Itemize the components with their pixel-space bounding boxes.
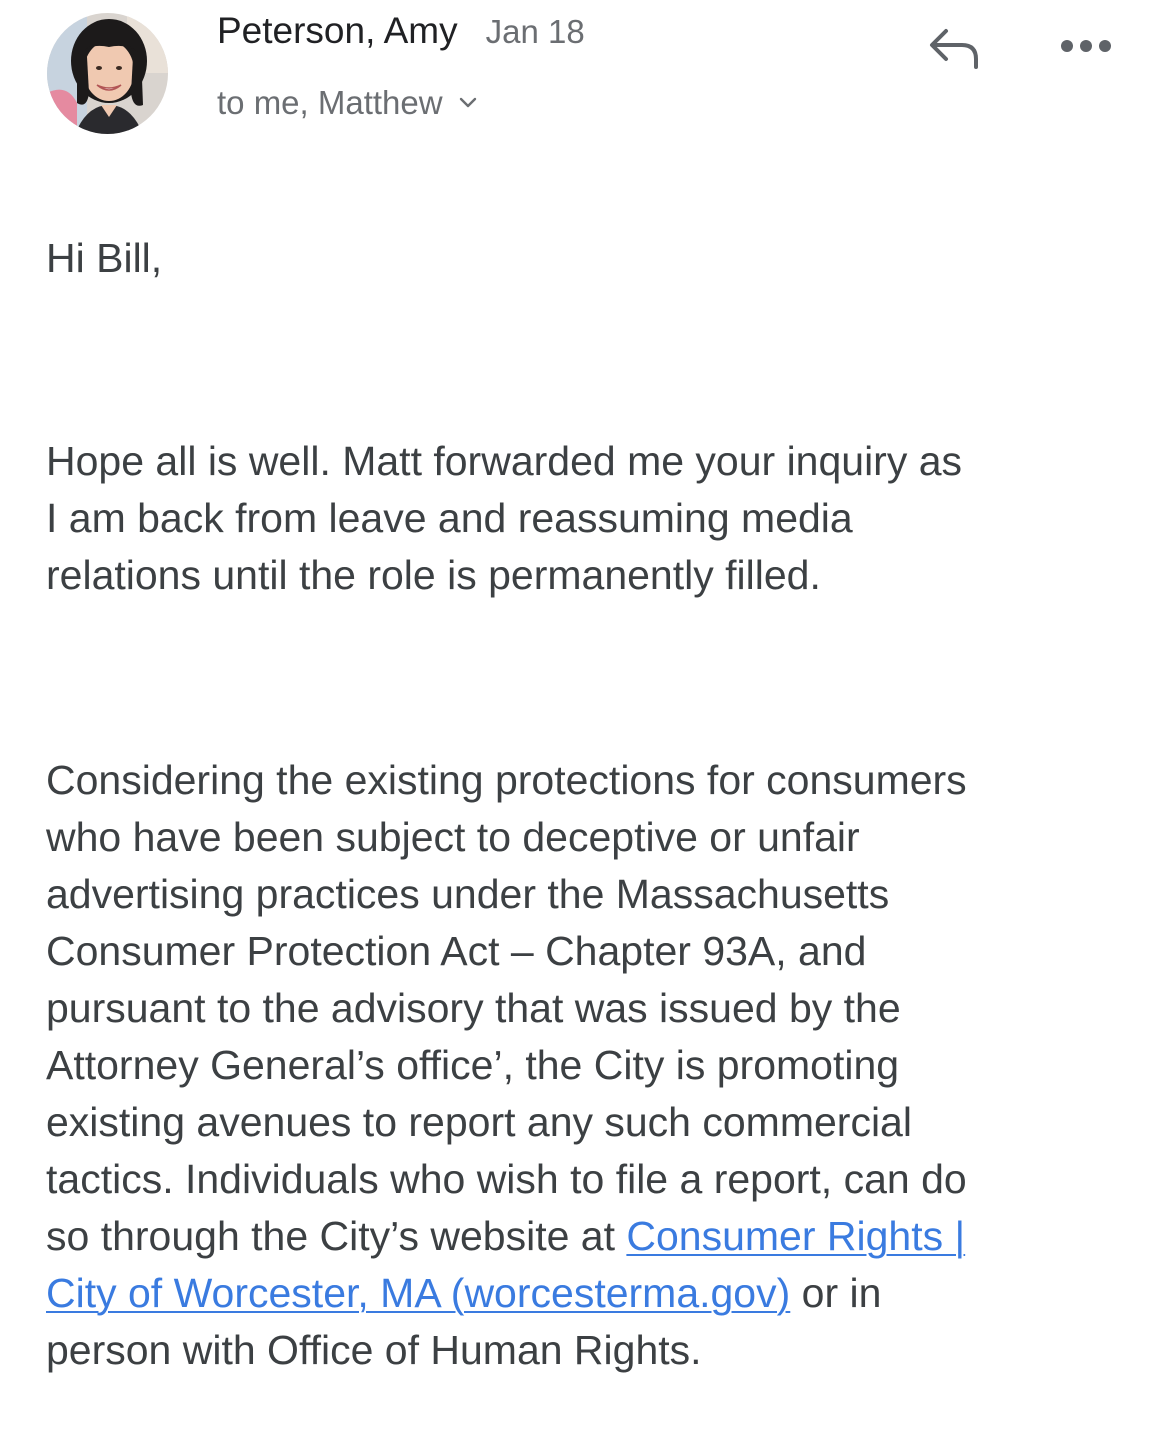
paragraph-line: person with Office of Human Rights. [46, 1327, 702, 1373]
paragraph-1 [46, 433, 962, 604]
consumer-rights-link-continued[interactable]: City of Worcester, MA (worcesterma.gov) [46, 1270, 791, 1316]
paragraph-line: tactics. Individuals who wish to file a report, can do [46, 1156, 967, 1202]
greeting: Hi Bill, [46, 235, 163, 281]
paragraph-line: existing avenues to report any such commercial [46, 1099, 912, 1145]
link-prefix-text: so through the City’s website at [46, 1213, 627, 1259]
recipients-text: to me, Matthew [217, 84, 443, 121]
paragraph-line: Hope all is well. Matt forwarded me your inquiry as [46, 438, 963, 484]
reply-button[interactable] [920, 22, 988, 78]
paragraph-line: Attorney General’s office’, the City is promoting [46, 1042, 900, 1088]
more-options-icon [1060, 39, 1112, 58]
paragraph-line: Considering the existing protections for consumers [46, 757, 967, 803]
sender-avatar[interactable] [47, 13, 168, 134]
consumer-rights-link[interactable]: Consumer Rights | [626, 1213, 966, 1259]
paragraph-2 [46, 752, 967, 1379]
sender-name[interactable]: Peterson, Amy [217, 10, 458, 51]
paragraph-line: relations until the role is permanently filled. [46, 552, 821, 598]
link-suffix-text: or in [790, 1270, 882, 1316]
reply-icon [926, 25, 982, 76]
paragraph-line: advertising practices under the Massachusetts [46, 871, 890, 917]
avatar-photo [47, 13, 168, 134]
paragraph-line: pursuant to the advisory that was issued by the [46, 985, 901, 1031]
paragraph-line-with-link [46, 1208, 967, 1265]
paragraph-line-with-link [46, 1265, 967, 1322]
paragraph-line: I am back from leave and reassuming media [46, 495, 853, 541]
paragraph-line: who have been subject to deceptive or unfair [46, 814, 860, 860]
sender-line [217, 10, 585, 60]
message-header [0, 0, 1170, 150]
more-options-button[interactable] [1052, 28, 1120, 68]
recipients-toggle[interactable] [217, 82, 477, 124]
message-date: Jan 18 [485, 13, 585, 50]
paragraph-line: Consumer Protection Act – Chapter 93A, and [46, 928, 867, 974]
chevron-down-icon [459, 97, 477, 109]
